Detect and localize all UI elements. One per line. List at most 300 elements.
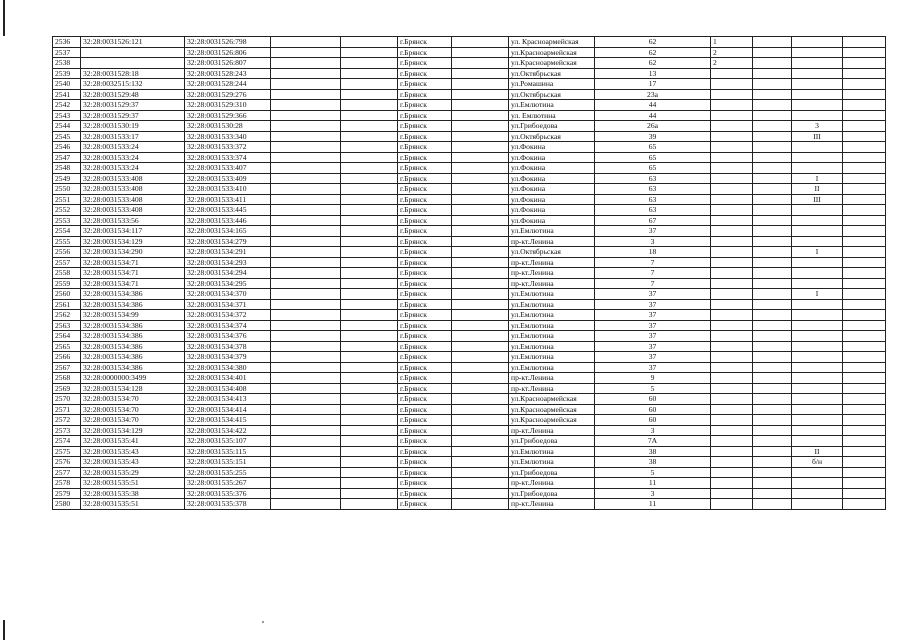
building-number-cell: 2 [711,47,753,58]
building-cadastral-cell: 32:28:0031526:806 [185,47,271,58]
row-number-cell: 2571 [53,404,81,415]
house-number-cell: 63 [595,194,711,205]
mark-cell: II [792,184,843,195]
street-cell: пр-кт.Ленина [509,425,595,436]
building-cadastral-cell: 32:28:0031533:372 [185,142,271,153]
empty-cell [341,152,398,163]
parcel-cadastral-cell: 32:28:0031534:117 [81,226,185,237]
building-number-cell [711,184,753,195]
empty-cell [753,257,792,268]
empty-cell [452,425,509,436]
row-number-cell: 2556 [53,247,81,258]
empty-cell [341,268,398,279]
building-cadastral-cell: 32:28:0031534:294 [185,268,271,279]
table-row [53,163,886,174]
empty-cell [843,415,886,426]
parcel-cadastral-cell: 32:28:0031535:43 [81,457,185,468]
parcel-cadastral-cell: 32:28:0031535:43 [81,446,185,457]
empty-cell [753,226,792,237]
building-cadastral-cell: 32:28:0031534:165 [185,226,271,237]
empty-cell [753,100,792,111]
street-cell: ул.Красноармейская [509,404,595,415]
parcel-cadastral-cell: 32:28:0031534:71 [81,268,185,279]
table-row [53,415,886,426]
empty-cell [341,383,398,394]
table-row [53,373,886,384]
empty-cell [271,194,341,205]
empty-cell [452,184,509,195]
empty-cell [843,184,886,195]
empty-cell [843,79,886,90]
street-cell: ул.Октябрьская [509,247,595,258]
parcel-cadastral-cell: 32:28:0031528:18 [81,68,185,79]
table-row [53,425,886,436]
empty-cell [843,310,886,321]
parcel-cadastral-cell: 32:28:0031533:408 [81,184,185,195]
mark-cell [792,425,843,436]
table-row [53,110,886,121]
city-cell: г.Брянск [398,257,452,268]
house-number-cell: 63 [595,173,711,184]
building-number-cell [711,383,753,394]
street-cell: ул.Фокина [509,205,595,216]
mark-cell [792,383,843,394]
table-row [53,278,886,289]
empty-cell [753,268,792,279]
mark-cell [792,205,843,216]
city-cell: г.Брянск [398,383,452,394]
table-row [53,68,886,79]
mark-cell [792,268,843,279]
street-cell: ул. Емлютина [509,110,595,121]
empty-cell [753,79,792,90]
empty-cell [271,457,341,468]
parcel-cadastral-cell: 32:28:0031534:386 [81,331,185,342]
empty-cell [271,331,341,342]
city-cell: г.Брянск [398,47,452,58]
mark-cell [792,341,843,352]
mark-cell: II [792,446,843,457]
empty-cell [753,131,792,142]
house-number-cell: 13 [595,68,711,79]
mark-cell [792,499,843,510]
city-cell: г.Брянск [398,110,452,121]
house-number-cell: 7 [595,257,711,268]
empty-cell [271,247,341,258]
house-number-cell: 7 [595,268,711,279]
building-cadastral-cell: 32:28:0031534:293 [185,257,271,268]
empty-cell [341,226,398,237]
city-cell: г.Брянск [398,499,452,510]
building-number-cell [711,121,753,132]
empty-cell [271,341,341,352]
empty-cell [271,394,341,405]
street-cell: пр-кт.Ленина [509,236,595,247]
row-number-cell: 2566 [53,352,81,363]
street-cell: ул.Емлютина [509,310,595,321]
row-number-cell: 2543 [53,110,81,121]
row-number-cell: 2565 [53,341,81,352]
empty-cell [341,247,398,258]
building-cadastral-cell: 32:28:0031533:411 [185,194,271,205]
empty-cell [271,121,341,132]
city-cell: г.Брянск [398,404,452,415]
house-number-cell: 3 [595,236,711,247]
street-cell: пр-кт.Ленина [509,257,595,268]
row-number-cell: 2552 [53,205,81,216]
empty-cell [341,215,398,226]
empty-cell [452,47,509,58]
house-number-cell: 37 [595,226,711,237]
empty-cell [753,499,792,510]
building-number-cell [711,373,753,384]
mark-cell [792,47,843,58]
empty-cell [271,436,341,447]
city-cell: г.Брянск [398,79,452,90]
building-number-cell [711,247,753,258]
empty-cell [843,478,886,489]
empty-cell [271,478,341,489]
empty-cell [341,488,398,499]
house-number-cell: 38 [595,457,711,468]
mark-cell [792,310,843,321]
scan-speck [262,621,264,623]
table-row [53,446,886,457]
row-number-cell: 2553 [53,215,81,226]
empty-cell [843,467,886,478]
building-cadastral-cell: 32:28:0031534:374 [185,320,271,331]
table-row [53,152,886,163]
empty-cell [753,184,792,195]
street-cell: ул.Красноармейская [509,394,595,405]
empty-cell [341,37,398,48]
building-cadastral-cell: 32:28:0031528:244 [185,79,271,90]
empty-cell [452,383,509,394]
empty-cell [341,173,398,184]
parcel-cadastral-cell: 32:28:0031533:408 [81,205,185,216]
empty-cell [753,299,792,310]
table-row [53,404,886,415]
row-number-cell: 2550 [53,184,81,195]
parcel-cadastral-cell: 32:28:0031526:121 [81,37,185,48]
empty-cell [452,320,509,331]
parcel-cadastral-cell: 32:28:0031534:386 [81,362,185,373]
parcel-cadastral-cell: 32:28:0031533:17 [81,131,185,142]
empty-cell [341,289,398,300]
city-cell: г.Брянск [398,394,452,405]
empty-cell [271,320,341,331]
empty-cell [843,47,886,58]
building-number-cell [711,310,753,321]
building-cadastral-cell: 32:28:0031534:370 [185,289,271,300]
empty-cell [753,436,792,447]
house-number-cell: 11 [595,499,711,510]
empty-cell [843,446,886,457]
city-cell: г.Брянск [398,68,452,79]
building-cadastral-cell: 32:28:0031534:378 [185,341,271,352]
empty-cell [753,194,792,205]
empty-cell [341,184,398,195]
table-row [53,362,886,373]
parcel-cadastral-cell [81,58,185,69]
house-number-cell: 37 [595,331,711,342]
house-number-cell: 37 [595,352,711,363]
empty-cell [452,215,509,226]
house-number-cell: 39 [595,131,711,142]
empty-cell [753,152,792,163]
city-cell: г.Брянск [398,152,452,163]
row-number-cell: 2544 [53,121,81,132]
building-number-cell [711,131,753,142]
house-number-cell: 37 [595,320,711,331]
building-cadastral-cell: 32:28:0031526:807 [185,58,271,69]
city-cell: г.Брянск [398,205,452,216]
table-row [53,268,886,279]
street-cell: ул.Октябрьская [509,89,595,100]
building-number-cell [711,467,753,478]
empty-cell [452,121,509,132]
empty-cell [271,278,341,289]
empty-cell [271,226,341,237]
empty-cell [452,362,509,373]
mark-cell [792,226,843,237]
city-cell: г.Брянск [398,373,452,384]
street-cell: ул.Емлютина [509,362,595,373]
empty-cell [843,373,886,384]
building-number-cell [711,163,753,174]
mark-cell: б/н [792,457,843,468]
table-row [53,37,886,48]
mark-cell [792,467,843,478]
row-number-cell: 2574 [53,436,81,447]
row-number-cell: 2545 [53,131,81,142]
parcel-cadastral-cell: 32:28:0031534:386 [81,352,185,363]
house-number-cell: 37 [595,299,711,310]
row-number-cell: 2564 [53,331,81,342]
city-cell: г.Брянск [398,89,452,100]
street-cell: пр-кт.Ленина [509,278,595,289]
empty-cell [843,173,886,184]
empty-cell [271,47,341,58]
mark-cell [792,299,843,310]
empty-cell [271,373,341,384]
house-number-cell: 65 [595,152,711,163]
empty-cell [843,236,886,247]
empty-cell [341,131,398,142]
city-cell: г.Брянск [398,352,452,363]
empty-cell [843,152,886,163]
mark-cell [792,68,843,79]
empty-cell [753,394,792,405]
table-row [53,341,886,352]
house-number-cell: 67 [595,215,711,226]
city-cell: г.Брянск [398,278,452,289]
empty-cell [452,163,509,174]
city-cell: г.Брянск [398,488,452,499]
building-cadastral-cell: 32:28:0031534:408 [185,383,271,394]
empty-cell [341,310,398,321]
house-number-cell: 23а [595,89,711,100]
building-cadastral-cell: 32:28:0031530:28 [185,121,271,132]
mark-cell [792,373,843,384]
table-row [53,394,886,405]
empty-cell [753,236,792,247]
building-number-cell [711,341,753,352]
building-cadastral-cell: 32:28:0031534:414 [185,404,271,415]
building-number-cell [711,142,753,153]
mark-cell [792,331,843,342]
mark-cell: I [792,247,843,258]
empty-cell [452,446,509,457]
parcel-cadastral-cell: 32:28:0031534:70 [81,394,185,405]
house-number-cell: 65 [595,142,711,153]
table-row [53,320,886,331]
empty-cell [843,163,886,174]
table-row [53,79,886,90]
building-cadastral-cell: 32:28:0031535:115 [185,446,271,457]
house-number-cell: 37 [595,289,711,300]
empty-cell [271,383,341,394]
empty-cell [843,194,886,205]
empty-cell [753,488,792,499]
empty-cell [753,310,792,321]
building-number-cell [711,331,753,342]
building-cadastral-cell: 32:28:0031534:291 [185,247,271,258]
parcel-cadastral-cell: 32:28:0031529:48 [81,89,185,100]
building-number-cell [711,457,753,468]
empty-cell [843,142,886,153]
street-cell: ул.Грибоедова [509,467,595,478]
empty-cell [753,373,792,384]
empty-cell [843,499,886,510]
empty-cell [452,331,509,342]
empty-cell [271,152,341,163]
row-number-cell: 2572 [53,415,81,426]
mark-cell [792,58,843,69]
empty-cell [452,142,509,153]
city-cell: г.Брянск [398,247,452,258]
row-number-cell: 2541 [53,89,81,100]
parcel-cadastral-cell: 32:28:0031529:37 [81,110,185,121]
city-cell: г.Брянск [398,425,452,436]
empty-cell [843,320,886,331]
empty-cell [452,268,509,279]
house-number-cell: 5 [595,467,711,478]
empty-cell [753,467,792,478]
house-number-cell: 26а [595,121,711,132]
city-cell: г.Брянск [398,331,452,342]
building-cadastral-cell: 32:28:0031534:413 [185,394,271,405]
empty-cell [341,163,398,174]
mark-cell [792,142,843,153]
building-number-cell [711,478,753,489]
empty-cell [271,173,341,184]
empty-cell [341,142,398,153]
empty-cell [843,425,886,436]
empty-cell [341,394,398,405]
empty-cell [452,68,509,79]
empty-cell [753,247,792,258]
empty-cell [271,58,341,69]
empty-cell [452,394,509,405]
parcel-cadastral-cell: 32:28:0031535:29 [81,467,185,478]
empty-cell [843,89,886,100]
empty-cell [271,257,341,268]
empty-cell [753,352,792,363]
mark-cell [792,394,843,405]
row-number-cell: 2569 [53,383,81,394]
mark-cell [792,100,843,111]
building-number-cell [711,100,753,111]
empty-cell [753,47,792,58]
row-number-cell: 2562 [53,310,81,321]
street-cell: ул.Фокина [509,163,595,174]
house-number-cell: 3 [595,488,711,499]
row-number-cell: 2555 [53,236,81,247]
empty-cell [341,121,398,132]
row-number-cell: 2576 [53,457,81,468]
empty-cell [341,499,398,510]
mark-cell [792,152,843,163]
table-row [53,226,886,237]
street-cell: ул.Емлютина [509,320,595,331]
scan-edge-mark-bottom [3,620,5,640]
empty-cell [271,37,341,48]
empty-cell [452,236,509,247]
row-number-cell: 2554 [53,226,81,237]
building-cadastral-cell: 32:28:0031535:151 [185,457,271,468]
empty-cell [753,289,792,300]
building-number-cell [711,173,753,184]
empty-cell [843,289,886,300]
row-number-cell: 2559 [53,278,81,289]
building-cadastral-cell: 32:28:0031534:295 [185,278,271,289]
empty-cell [843,257,886,268]
empty-cell [271,110,341,121]
building-cadastral-cell: 32:28:0031535:376 [185,488,271,499]
empty-cell [341,373,398,384]
row-number-cell: 2557 [53,257,81,268]
building-cadastral-cell: 32:28:0031534:372 [185,310,271,321]
city-cell: г.Брянск [398,289,452,300]
empty-cell [341,404,398,415]
empty-cell [452,415,509,426]
street-cell: ул.Грибоедова [509,488,595,499]
building-cadastral-cell: 32:28:0031534:422 [185,425,271,436]
city-cell: г.Брянск [398,415,452,426]
empty-cell [753,415,792,426]
empty-cell [843,121,886,132]
empty-cell [341,362,398,373]
empty-cell [271,488,341,499]
empty-cell [271,352,341,363]
house-number-cell: 65 [595,163,711,174]
city-cell: г.Брянск [398,131,452,142]
house-number-cell: 38 [595,446,711,457]
parcel-cadastral-cell: 32:28:0031530:19 [81,121,185,132]
scan-edge-mark-top [3,0,5,36]
building-number-cell [711,205,753,216]
building-number-cell [711,257,753,268]
table-row [53,142,886,153]
empty-cell [341,341,398,352]
empty-cell [341,331,398,342]
registry-body [53,37,886,510]
city-cell: г.Брянск [398,58,452,69]
building-cadastral-cell: 32:28:0031535:378 [185,499,271,510]
street-cell: ул.Грибоедова [509,121,595,132]
empty-cell [271,100,341,111]
